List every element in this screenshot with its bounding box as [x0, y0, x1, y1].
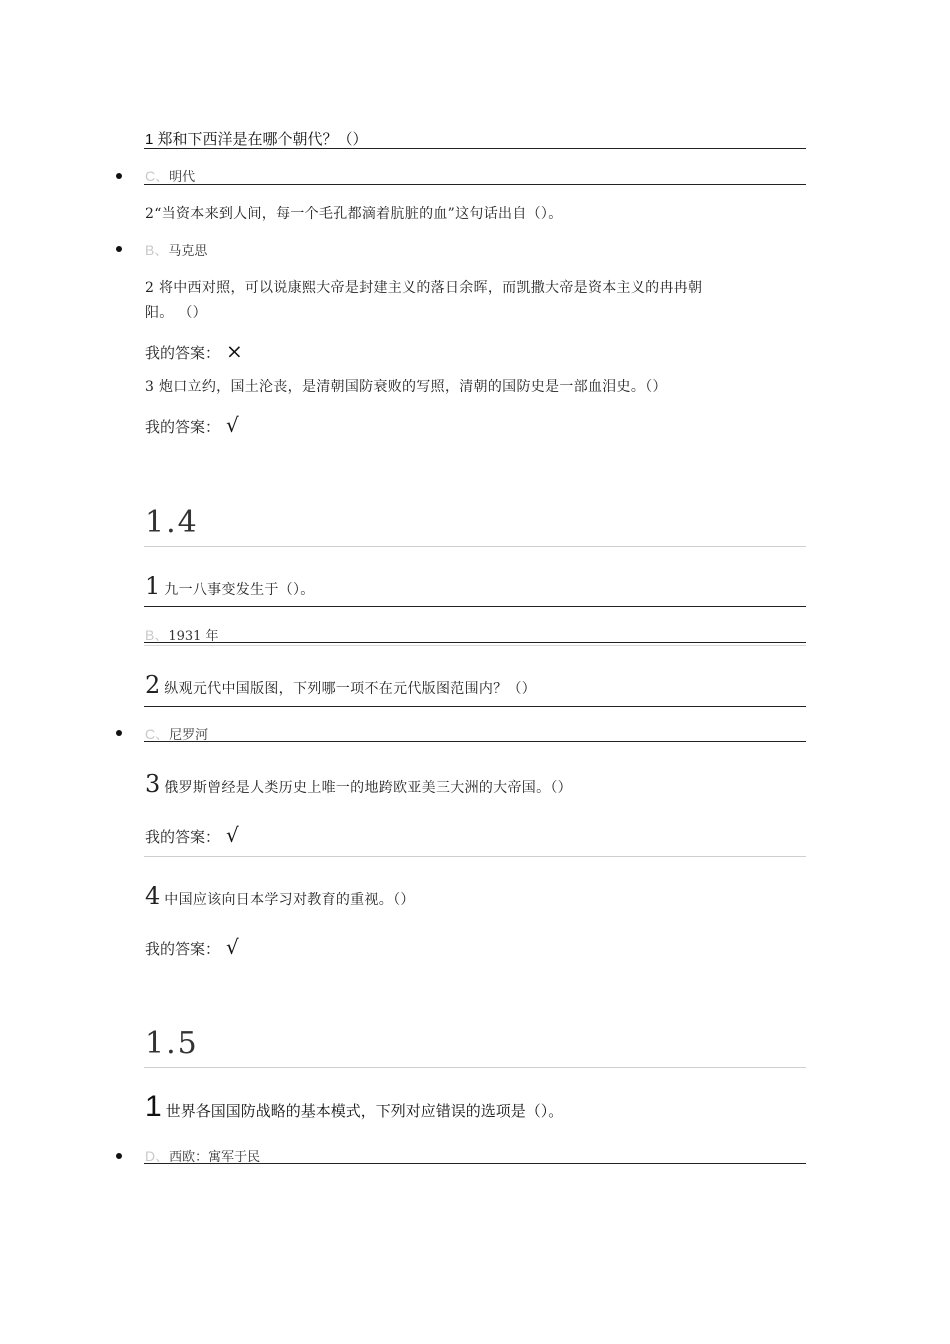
question-qing-defense: 3 炮口立约，国土沦丧，是清朝国防衰败的写照，清朝的国防史是一部血泪史。（）: [145, 379, 667, 395]
question-number: 4: [145, 882, 161, 910]
option-text: 1931 年: [168, 629, 219, 644]
section-heading-1-5: 1.5: [145, 1026, 199, 1061]
question-defense-strategy: [145, 1090, 563, 1124]
my-answer-row: [145, 935, 239, 959]
my-answer-label: 我的答案：: [145, 828, 221, 846]
my-answer-row: [145, 339, 243, 363]
question-japan-education: [145, 882, 415, 910]
question-text: 中国应该向日本学习对教育的重视。（）: [164, 892, 415, 908]
option-letter: D、: [145, 1148, 170, 1164]
divider: [144, 1163, 806, 1164]
cross-icon: ×: [226, 339, 243, 363]
my-answer-row: [145, 413, 239, 437]
option-text: 西欧：寓军于民: [169, 1149, 261, 1164]
question-text: 世界各国国防战略的基本模式，下列对应错误的选项是（）。: [165, 1103, 564, 1120]
divider: [144, 706, 806, 707]
check-icon: √: [226, 413, 239, 437]
option-letter: C、: [145, 168, 170, 184]
question-kangxi-caesar-line2: 阳。 （）: [145, 305, 207, 321]
divider: [144, 606, 806, 607]
question-text: 九一八事变发生于（）。: [164, 582, 315, 598]
question-text: 纵观元代中国版图，下列哪一项不在元代版图范围内？（）: [164, 681, 537, 697]
question-918-incident: [145, 572, 315, 600]
check-icon: √: [226, 823, 239, 847]
bullet-icon: [116, 246, 122, 252]
option-text: 马克思: [168, 244, 208, 259]
question-number: 3: [145, 770, 161, 798]
answer-option: [145, 166, 195, 186]
question-capital-quote: 2“当资本来到人间，每一个毛孔都滴着肮脏的血”这句话出自（）。: [145, 206, 563, 222]
divider: [144, 184, 806, 185]
divider: [144, 546, 806, 547]
divider: [144, 741, 806, 742]
divider: [144, 148, 806, 149]
answer-option: [145, 240, 207, 260]
my-answer-label: 我的答案：: [145, 940, 221, 958]
option-text: 明代: [169, 170, 196, 185]
bullet-icon: [116, 173, 122, 179]
option-text: 尼罗河: [169, 728, 209, 743]
question-yuan-territory: [145, 671, 536, 699]
question-kangxi-caesar-line1: 2 将中西对照，可以说康熙大帝是封建主义的落日余晖，而凯撒大帝是资本主义的冉冉朝: [145, 280, 703, 296]
section-heading-1-4: 1.4: [145, 505, 199, 540]
question-number: 1: [145, 1090, 162, 1123]
option-letter: B、: [145, 242, 169, 258]
my-answer-label: 我的答案：: [145, 344, 221, 362]
divider: [144, 642, 806, 646]
bullet-icon: [116, 1153, 122, 1159]
question-zhenghe: 1 郑和下西洋是在哪个朝代？（）: [145, 131, 368, 148]
question-number: 2: [145, 671, 161, 699]
question-russia-empire: [145, 770, 572, 798]
question-text: 俄罗斯曾经是人类历史上唯一的地跨欧亚美三大洲的大帝国。（）: [164, 780, 572, 796]
divider: [144, 856, 806, 857]
check-icon: √: [226, 935, 239, 959]
bullet-icon: [116, 730, 122, 736]
question-number: 1: [145, 572, 161, 600]
divider: [144, 1067, 806, 1068]
option-letter: B、: [145, 627, 169, 643]
option-letter: C、: [145, 726, 170, 742]
my-answer-label: 我的答案：: [145, 418, 221, 436]
my-answer-row: [145, 823, 239, 847]
